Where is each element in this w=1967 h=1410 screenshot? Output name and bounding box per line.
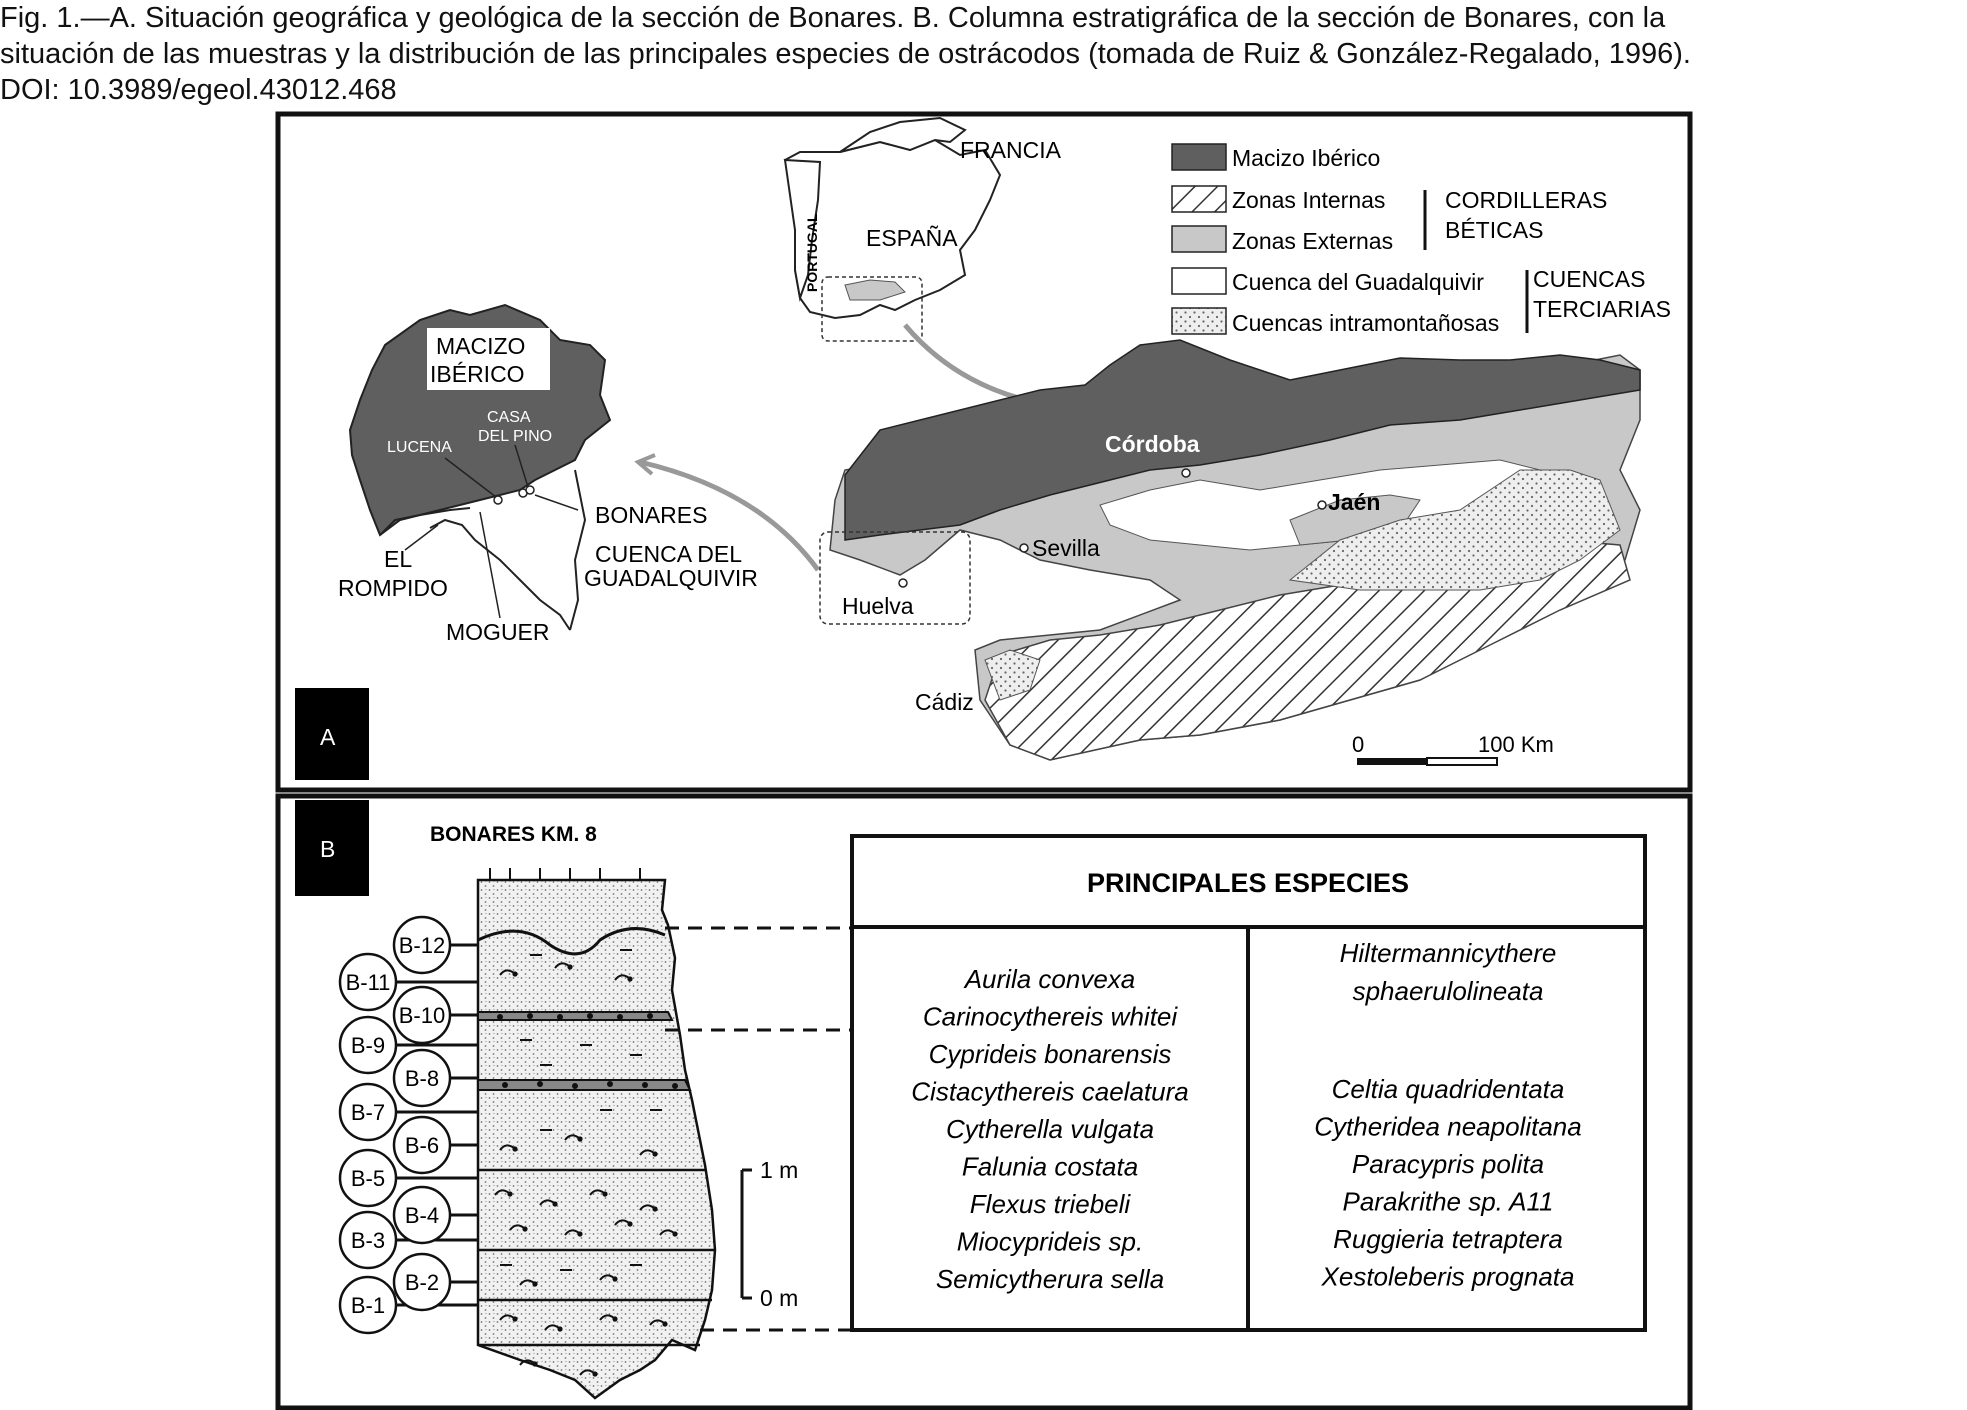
scale-0m: 0 m bbox=[760, 1285, 799, 1311]
species-name: Xestoleberis prognata bbox=[1321, 1261, 1575, 1292]
table-header: PRINCIPALES ESPECIES bbox=[1086, 868, 1410, 898]
sample-label: B-8 bbox=[404, 1066, 440, 1091]
sample-label: B-7 bbox=[350, 1100, 386, 1125]
species-name: Paracypris polita bbox=[1351, 1149, 1545, 1179]
label-detail-macizo-1: MACIZO bbox=[436, 333, 526, 359]
species-name: Cytheridea neapolitana bbox=[1314, 1111, 1582, 1142]
sample-label: B-10 bbox=[398, 1003, 446, 1028]
label-huelva: Huelva bbox=[842, 593, 914, 619]
casa-del-pino-marker bbox=[526, 486, 534, 494]
label-rompido: ROMPIDO bbox=[338, 575, 448, 601]
label-el: EL bbox=[384, 546, 413, 572]
legend-swatch-guadalquivir bbox=[1172, 268, 1226, 294]
scale-zero: 0 bbox=[1352, 732, 1365, 757]
legend-group-cuencas-1: CUENCAS bbox=[1533, 266, 1646, 292]
legend-internas: Zonas Internas bbox=[1232, 187, 1386, 213]
species-name: sphaerulolineata bbox=[1352, 976, 1544, 1006]
label-detail-macizo-2: IBÉRICO bbox=[430, 361, 525, 387]
scale-hundred: 100 Km bbox=[1478, 732, 1554, 757]
label-lucena: LUCENA bbox=[387, 439, 452, 456]
huelva-marker bbox=[899, 579, 907, 587]
scale-1m: 1 m bbox=[760, 1157, 799, 1183]
species-name: Cytherella vulgata bbox=[945, 1114, 1155, 1144]
label-casa-2: DEL PINO bbox=[478, 428, 553, 445]
sample-label: B-2 bbox=[404, 1270, 440, 1295]
jaen-marker bbox=[1318, 501, 1326, 509]
sample-label: B-11 bbox=[345, 970, 391, 995]
species-name: Parakrithe sp. A11 bbox=[1342, 1186, 1554, 1217]
legend-swatch-intramontanosas bbox=[1172, 308, 1226, 334]
label-cordoba: Córdoba bbox=[1105, 431, 1200, 457]
species-name: Falunia costata bbox=[961, 1151, 1139, 1182]
caption-line-2: situación de las muestras y la distribución de las principales especies de ostrácodos (tomada de Ruiz & González-Regalado, 1996). bbox=[0, 38, 1691, 70]
sevilla-marker bbox=[1020, 544, 1028, 552]
label-cadiz: Cádiz bbox=[915, 689, 974, 715]
caption-line-1: Fig. 1.—A. Situación geográfica y geológica de la sección de Bonares. B. Columna estratigráfica de la sección de Bonares, con la bbox=[0, 2, 1666, 34]
label-bonares: BONARES bbox=[595, 502, 708, 528]
label-portugal: PORTUGAL bbox=[804, 213, 820, 292]
label-espana: ESPAÑA bbox=[866, 225, 958, 251]
legend-intramontanosas: Cuencas intramontañosas bbox=[1232, 310, 1500, 336]
species-name: Miocyprideis sp. bbox=[956, 1226, 1144, 1257]
panel-b-label: B bbox=[320, 836, 336, 862]
legend-group-cuencas-2: TERCIARIAS bbox=[1533, 296, 1672, 322]
sample-label: B-5 bbox=[350, 1166, 386, 1191]
species-name: Semicytherura sella bbox=[935, 1264, 1165, 1294]
species-name: Aurila convexa bbox=[964, 964, 1136, 994]
species-name: Cyprideis bonarensis bbox=[928, 1039, 1172, 1069]
label-cuenca-2: GUADALQUIVIR bbox=[584, 565, 758, 591]
legend-swatch-internas bbox=[1172, 186, 1226, 212]
label-jaen: Jaén bbox=[1328, 489, 1381, 515]
species-name: Carinocythereis whitei bbox=[922, 1001, 1178, 1032]
legend-group-cordilleras-2: BÉTICAS bbox=[1445, 217, 1544, 243]
sample-label: B-12 bbox=[398, 933, 446, 958]
label-sevilla: Sevilla bbox=[1032, 535, 1100, 561]
section-title: BONARES KM. 8 bbox=[430, 823, 597, 846]
label-cuenca-1: CUENCA DEL bbox=[595, 541, 742, 567]
species-name: Hiltermannicythere bbox=[1339, 938, 1557, 968]
legend-guadalquivir: Cuenca del Guadalquivir bbox=[1232, 269, 1484, 295]
legend-swatch-macizo bbox=[1172, 144, 1226, 170]
species-name: Celtia quadridentata bbox=[1331, 1074, 1565, 1104]
sample-label: B-4 bbox=[404, 1203, 440, 1228]
caption-line-3: DOI: 10.3989/egeol.43012.468 bbox=[0, 74, 397, 106]
label-casa-1: CASA bbox=[487, 409, 531, 426]
legend-group-cordilleras-1: CORDILLERAS bbox=[1445, 187, 1608, 213]
sample-label: B-1 bbox=[350, 1293, 386, 1318]
panel-a-label: A bbox=[320, 724, 336, 750]
sample-label: B-9 bbox=[350, 1033, 386, 1058]
legend-externas: Zonas Externas bbox=[1232, 228, 1394, 254]
species-name: Flexus triebeli bbox=[969, 1189, 1131, 1219]
species-name: Ruggieria tetraptera bbox=[1333, 1224, 1563, 1254]
species-name: Cistacythereis caelatura bbox=[911, 1076, 1189, 1107]
cordoba-marker bbox=[1182, 469, 1190, 477]
sample-label: B-6 bbox=[404, 1133, 440, 1158]
legend-swatch-externas bbox=[1172, 226, 1226, 252]
sample-label: B-3 bbox=[350, 1228, 386, 1253]
legend-macizo: Macizo Ibérico bbox=[1232, 145, 1381, 171]
label-francia: FRANCIA bbox=[960, 137, 1061, 163]
label-moguer: MOGUER bbox=[446, 619, 550, 645]
